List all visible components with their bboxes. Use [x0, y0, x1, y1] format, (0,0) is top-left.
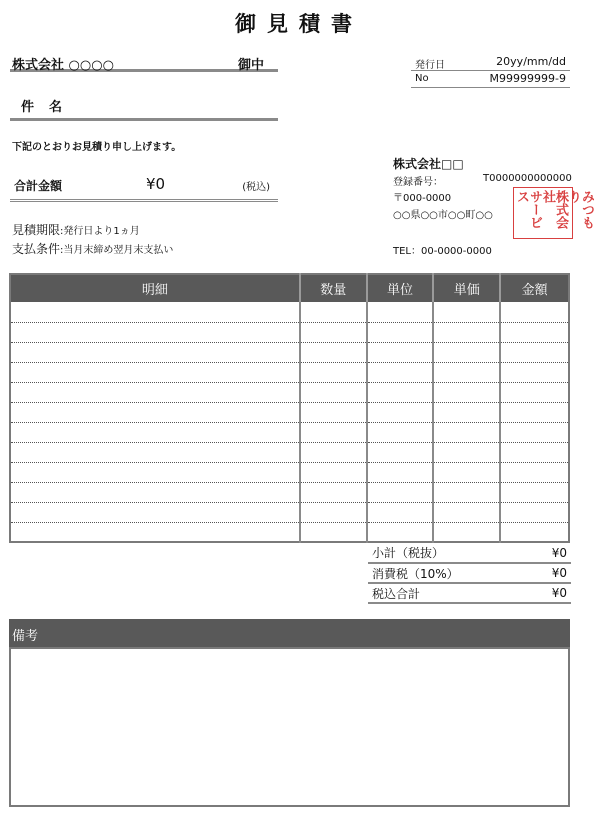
description-cell[interactable] [10, 422, 300, 442]
unit-cell[interactable] [367, 402, 434, 422]
unit-price-cell[interactable] [433, 402, 500, 422]
description-cell[interactable] [10, 402, 300, 422]
description-cell[interactable] [10, 322, 300, 342]
total-amount-box [10, 172, 278, 202]
amount-cell[interactable] [500, 382, 569, 402]
quantity-cell[interactable] [300, 362, 367, 382]
unit-price-cell[interactable] [433, 322, 500, 342]
stamp-text-3: サービス [514, 190, 542, 229]
company-address: ○○県○○市○○町○○ [393, 210, 493, 221]
description-cell[interactable] [10, 502, 300, 522]
tax-label: 消費税（10%） [368, 563, 531, 583]
amount-cell[interactable] [500, 402, 569, 422]
detail-table [9, 273, 570, 543]
table-row [10, 322, 569, 342]
amount-cell[interactable] [500, 322, 569, 342]
unit-price-cell[interactable] [433, 362, 500, 382]
unit-cell[interactable] [367, 382, 434, 402]
unit-cell[interactable] [367, 522, 434, 542]
table-row [10, 462, 569, 482]
amount-cell[interactable] [500, 482, 569, 502]
payment-label: 支払条件 [12, 242, 61, 256]
total-tax-note: (税込) [242, 182, 270, 193]
validity-row [12, 221, 140, 238]
description-cell[interactable] [10, 462, 300, 482]
subtotal-label: 小計（税抜） [368, 543, 531, 563]
unit-cell[interactable] [367, 502, 434, 522]
unit-cell[interactable] [367, 322, 434, 342]
remarks-field[interactable] [9, 647, 570, 807]
col-header-quantity: 数量 [300, 274, 367, 302]
issue-date-value[interactable]: 20yy/mm/dd [496, 55, 566, 68]
table-row [10, 442, 569, 462]
col-header-amount: 金額 [500, 274, 569, 302]
amount-cell[interactable] [500, 362, 569, 382]
table-row [10, 422, 569, 442]
unit-price-cell[interactable] [433, 462, 500, 482]
unit-cell[interactable] [367, 462, 434, 482]
quantity-cell[interactable] [300, 442, 367, 462]
description-cell[interactable] [10, 442, 300, 462]
amount-cell[interactable] [500, 522, 569, 542]
unit-price-cell[interactable] [433, 502, 500, 522]
unit-price-cell[interactable] [433, 302, 500, 322]
total-amount: ¥0 [146, 175, 166, 193]
quantity-cell[interactable] [300, 422, 367, 442]
unit-cell[interactable] [367, 442, 434, 462]
quantity-cell[interactable] [300, 302, 367, 322]
tax-value: ¥0 [531, 563, 571, 583]
grand-total-label: 税込合計 [368, 583, 531, 603]
description-cell[interactable] [10, 522, 300, 542]
number-label: No [415, 73, 429, 84]
unit-cell[interactable] [367, 342, 434, 362]
description-cell[interactable] [10, 362, 300, 382]
description-cell[interactable] [10, 302, 300, 322]
summary-table [368, 543, 571, 604]
amount-cell[interactable] [500, 502, 569, 522]
validity-label: 見積期限 [12, 223, 61, 237]
unit-price-cell[interactable] [433, 482, 500, 502]
subtotal-value: ¥0 [531, 543, 571, 563]
grand-total-row [368, 583, 571, 603]
tax-row [368, 563, 571, 583]
amount-cell[interactable] [500, 422, 569, 442]
col-header-unit: 単位 [367, 274, 434, 302]
detail-header-row [10, 274, 569, 302]
issue-date-row [411, 54, 570, 71]
table-row [10, 402, 569, 422]
registration-label: 登録番号： [393, 177, 443, 188]
table-row [10, 302, 569, 322]
subject-label: 件名 [21, 100, 78, 115]
quantity-cell[interactable] [300, 382, 367, 402]
company-seal-stamp [513, 187, 594, 239]
quantity-cell[interactable] [300, 342, 367, 362]
client-field[interactable] [10, 52, 278, 72]
client-placeholder: ○○○○ [68, 58, 114, 73]
unit-price-cell[interactable] [433, 342, 500, 362]
amount-cell[interactable] [500, 342, 569, 362]
stamp-text-1: みつもり [566, 190, 594, 229]
amount-cell[interactable] [500, 442, 569, 462]
description-cell[interactable] [10, 382, 300, 402]
number-row [411, 71, 570, 88]
quantity-cell[interactable] [300, 482, 367, 502]
unit-cell[interactable] [367, 482, 434, 502]
registration-number: T0000000000000 [483, 173, 572, 184]
client-honorific: 御中 [237, 58, 264, 73]
unit-price-cell[interactable] [433, 522, 500, 542]
issue-date-label: 発行日 [415, 60, 445, 71]
grand-total-value: ¥0 [531, 583, 571, 603]
quantity-cell[interactable] [300, 502, 367, 522]
subtotal-row [368, 543, 571, 563]
unit-cell[interactable] [367, 362, 434, 382]
notice-text: 下記のとおりお見積り申し上げます。 [12, 142, 182, 153]
company-name: 株式会社□□ [393, 157, 464, 171]
company-postal: 〒000-0000 [393, 193, 452, 204]
table-row [10, 522, 569, 542]
table-row [10, 482, 569, 502]
payment-row [12, 240, 173, 257]
validity-value[interactable]: :発行日より1ヵ月 [60, 226, 140, 237]
quantity-cell[interactable] [300, 322, 367, 342]
subject-field[interactable] [10, 94, 278, 121]
registration-row [393, 173, 583, 188]
unit-price-cell[interactable] [433, 382, 500, 402]
amount-cell[interactable] [500, 302, 569, 322]
table-row [10, 362, 569, 382]
description-cell[interactable] [10, 482, 300, 502]
col-header-unit-price: 単価 [433, 274, 500, 302]
client-name: 株式会社 ○○○○ [12, 58, 114, 73]
description-cell[interactable] [10, 342, 300, 362]
table-row [10, 382, 569, 402]
remarks-header: 備考 [9, 619, 570, 647]
unit-cell[interactable] [367, 422, 434, 442]
col-header-description: 明細 [10, 274, 300, 302]
quantity-cell[interactable] [300, 402, 367, 422]
company-tel: TEL：00-0000-0000 [393, 246, 492, 257]
total-label: 合計金額 [14, 179, 63, 193]
payment-value[interactable]: :当月末締め翌月末支払い [60, 245, 174, 256]
unit-price-cell[interactable] [433, 422, 500, 442]
table-row [10, 342, 569, 362]
unit-cell[interactable] [367, 302, 434, 322]
number-value[interactable]: M99999999-9 [489, 72, 566, 85]
quantity-cell[interactable] [300, 522, 367, 542]
unit-price-cell[interactable] [433, 442, 500, 462]
amount-cell[interactable] [500, 462, 569, 482]
document-title: 御見積書 [235, 12, 363, 36]
quantity-cell[interactable] [300, 462, 367, 482]
stamp-text-2: 株式会社 [540, 190, 568, 229]
meta-block [411, 54, 570, 88]
table-row [10, 502, 569, 522]
